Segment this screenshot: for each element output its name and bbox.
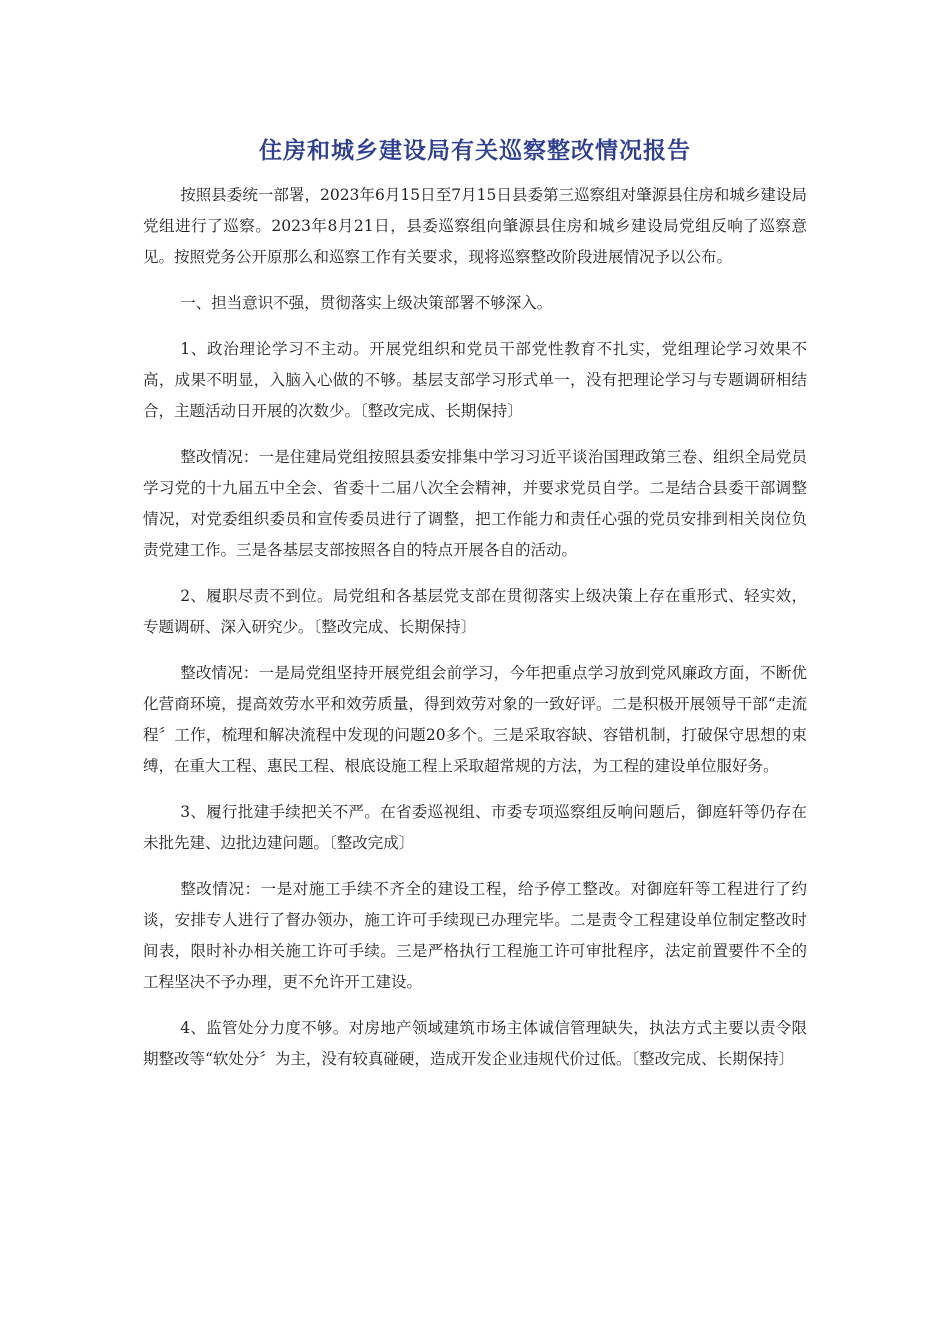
paragraph-issue-3: 3、履行批建手续把关不严。在省委巡视组、市委专项巡察组反响问题后，御庭轩等仍存在未批先建、边批边建问题。〔整改完成〕 — [143, 803, 807, 852]
paragraph-issue-4: 4、监管处分力度不够。对房地产领域建筑市场主体诚信管理缺失，执法方式主要以责令限期整改等“软处分〞为主，没有较真碰硬，造成开发企业违规代价过低。〔整改完成、长期保持〕 — [143, 1019, 807, 1068]
paragraph-section-heading: 一、担当意识不强，贯彻落实上级决策部署不够深入。 — [180, 294, 553, 312]
paragraph-rectification-3: 整改情况：一是对施工手续不齐全的建设工程，给予停工整改。对御庭轩等工程进行了约谈，安排专人进行了督办领办，施工许可手续现已办理完毕。二是责令工程建设单位制定整改时间表，限时补办相关施工许可手续。三是严格执行工程施工许可审批程序，法定前置要件不全的工程坚决不予办理，更不允许开工建设。 — [143, 880, 807, 991]
paragraph-intro: 按照县委统一部署，2023年6月15日至7月15日县委第三巡察组对肇源县住房和城乡建设局党组进行了巡察。2023年8月21日，县委巡察组向肇源县住房和城乡建设局党组反响了巡察意见。按照党务公开原那么和巡察工作有关要求，现将巡察整改阶段进展情况予以公布。 — [143, 186, 807, 266]
paragraph-rectification-1: 整改情况：一是住建局党组按照县委安排集中学习习近平谈治国理政第三卷、组织全局党员学习党的十九届五中全会、省委十二届八次全会精神，并要求党员自学。二是结合县委干部调整情况，对党委组织委员和宣传委员进行了调整，把工作能力和责任心强的党员安排到相关岗位负责党建工作。三是各基层支部按照各自的特点开展各自的活动。 — [143, 448, 807, 559]
paragraph-rectification-2: 整改情况：一是局党组坚持开展党组会前学习，今年把重点学习放到党风廉政方面，不断优化营商环境，提高效劳水平和效劳质量，得到效劳对象的一致好评。二是积极开展领导干部“走流程〞工作，梳理和解决流程中发现的问题20多个。三是采取容缺、容错机制，打破保守思想的束缚，在重大工程、惠民工程、根底设施工程上采取超常规的方法，为工程的建设单位服好务。 — [143, 664, 807, 775]
document-body — [143, 180, 807, 1090]
paragraph-issue-1: 1、政治理论学习不主动。开展党组织和党员干部党性教育不扎实，党组理论学习效果不高，成果不明显，入脑入心做的不够。基层支部学习形式单一，没有把理论学习与专题调研相结合，主题活动日开展的次数少。〔整改完成、长期保持〕 — [143, 340, 807, 420]
paragraph-issue-2: 2、履职尽责不到位。局党组和各基层党支部在贯彻落实上级决策上存在重形式、轻实效，专题调研、深入研究少。〔整改完成、长期保持〕 — [143, 587, 807, 636]
document-title: 住房和城乡建设局有关巡察整改情况报告 — [259, 138, 691, 164]
